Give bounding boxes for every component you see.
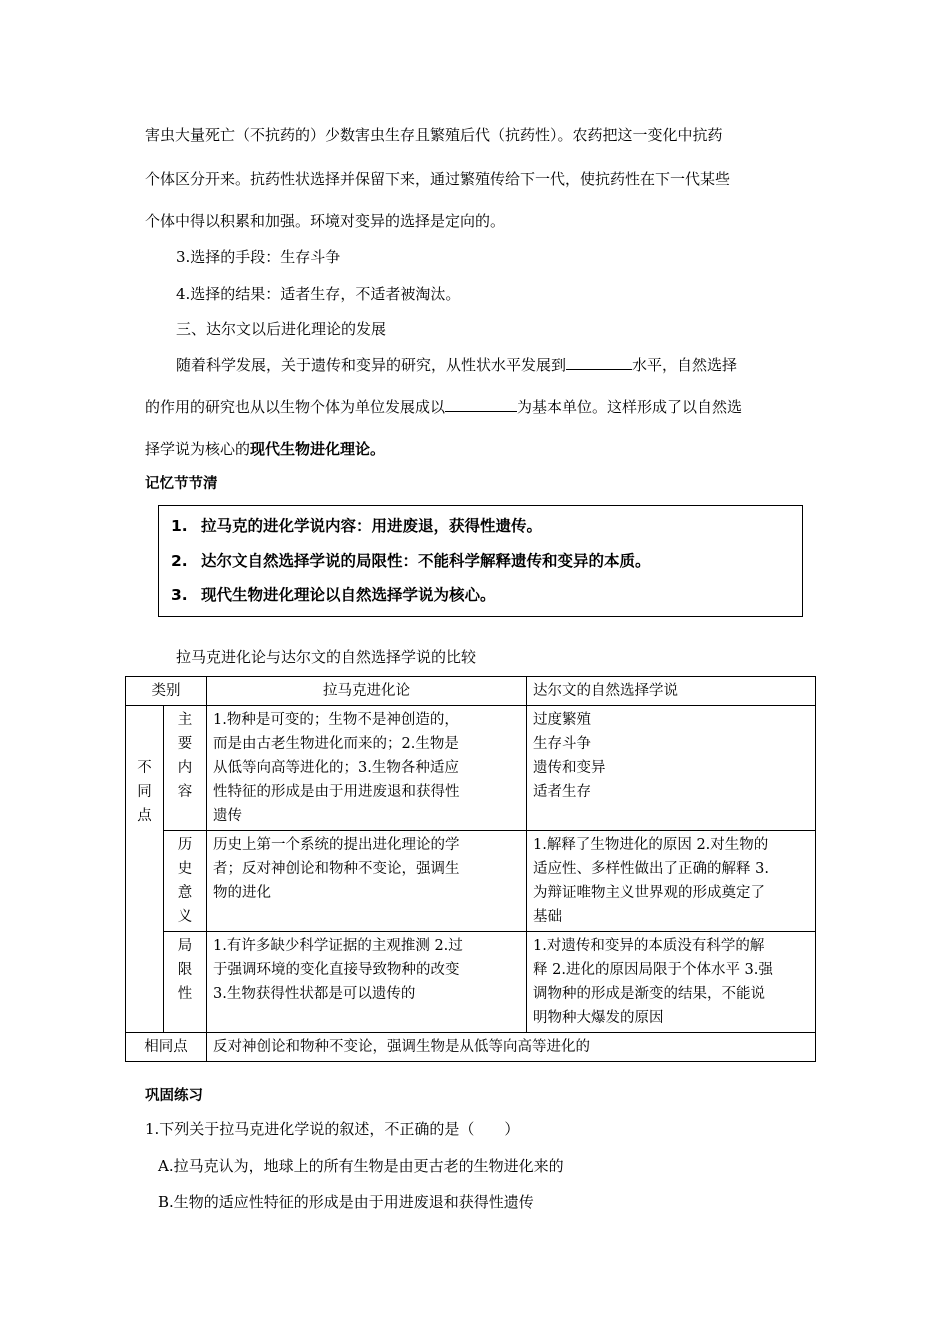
- label-char: 性: [177, 986, 193, 1002]
- comparison-table: [125, 676, 816, 1062]
- memory-item-text: 达尔文自然选择学说的局限性：不能科学解释遗传和变异的本质。: [201, 552, 651, 570]
- table-caption: 拉马克进化论与达尔文的自然选择学说的比较: [176, 648, 477, 666]
- fill-blank-2[interactable]: [445, 397, 517, 412]
- cell-line: 调物种的形成是渐变的结果，不能说: [533, 986, 765, 1002]
- lamarck-significance: [207, 831, 527, 932]
- darwin-limitation: [527, 932, 816, 1033]
- cell-line: 3.生物获得性状都是可以遗传的: [213, 986, 416, 1002]
- cell-line: 1.解释了生物进化的原因 2.对生物的: [533, 837, 769, 853]
- memory-item: [171, 549, 651, 571]
- intro-line-1: 害虫大量死亡（不抗药的）少数害虫生存且繁殖后代（抗药性）。农药把这一变化中抗药: [145, 126, 723, 144]
- memory-item-num: 1.: [171, 517, 188, 535]
- same-label: 相同点: [126, 1033, 207, 1062]
- diff-char: 点: [137, 808, 152, 824]
- label-char: 主: [177, 712, 193, 728]
- label-char: 义: [177, 909, 193, 925]
- darwin-content: [527, 706, 816, 831]
- para-text: 择学说为核心的: [145, 440, 251, 458]
- memory-item: [171, 583, 496, 605]
- label-char: 史: [177, 861, 193, 877]
- header-category: 类别: [126, 677, 207, 706]
- row-label-limitation: [164, 932, 207, 1033]
- table-row: [126, 831, 816, 932]
- cell-line: 从低等向高等进化的；3.生物各种适应: [213, 760, 459, 776]
- label-char: 限: [177, 962, 193, 978]
- table-header-row: [126, 677, 816, 706]
- darwin-significance: [527, 831, 816, 932]
- para-text: 为基本单位。这样形成了以自然选: [517, 398, 743, 416]
- row-label-significance: [164, 831, 207, 932]
- diff-label: [126, 706, 164, 1033]
- label-char: 容: [177, 784, 193, 800]
- diff-char: 不: [137, 760, 152, 776]
- header-darwin: 达尔文的自然选择学说: [527, 677, 816, 706]
- cell-line: 遗传: [213, 808, 242, 824]
- cell-line: 物的进化: [213, 885, 271, 901]
- table-row: [126, 706, 816, 831]
- section-3-heading: 三、达尔文以后进化理论的发展: [176, 320, 387, 338]
- cell-line: 1.对遗传和变异的本质没有科学的解: [533, 938, 765, 954]
- option-b[interactable]: B.生物的适应性特征的形成是由于用进废退和获得性遗传: [158, 1193, 534, 1211]
- section-3-para-line-2: [145, 396, 742, 417]
- label-char: 要: [177, 736, 193, 752]
- label-char: 意: [177, 885, 193, 901]
- cell-line: 适者生存: [533, 784, 591, 800]
- label-char: 局: [177, 938, 193, 954]
- table-row-same: [126, 1033, 816, 1062]
- lamarck-limitation: [207, 932, 527, 1033]
- memory-item: [171, 514, 542, 536]
- cell-line: 基础: [533, 909, 562, 925]
- para-text: 的作用的研究也从以生物个体为单位发展成以: [145, 398, 446, 416]
- intro-line-3: 个体中得以积累和加强。环境对变异的选择是定向的。: [145, 212, 506, 230]
- section-3-para-line-3: [145, 438, 385, 459]
- question-1: 1.下列关于拉马克进化学说的叙述，不正确的是（ ）: [145, 1120, 520, 1138]
- lamarck-content: [207, 706, 527, 831]
- cell-line: 释 2.进化的原因局限于个体水平 3.强: [533, 962, 773, 978]
- para-text: 随着科学发展，关于遗传和变异的研究，从性状水平发展到: [176, 356, 567, 374]
- cell-line: 于强调环境的变化直接导致物种的改变: [213, 962, 460, 978]
- practice-heading: 巩固练习: [145, 1088, 203, 1104]
- diff-char: 同: [137, 784, 152, 800]
- fill-blank-1[interactable]: [566, 355, 632, 370]
- cell-line: 生存斗争: [533, 736, 591, 752]
- section-3-para-line-1: [176, 354, 737, 375]
- cell-line: 遗传和变异: [533, 760, 606, 776]
- cell-line: 1.有许多缺少科学证据的主观推测 2.过: [213, 938, 463, 954]
- option-a[interactable]: A.拉马克认为，地球上的所有生物是由更古老的生物进化来的: [158, 1157, 564, 1175]
- para-text: 水平，自然选择: [632, 356, 738, 374]
- label-char: 内: [177, 760, 193, 776]
- label-char: 历: [177, 837, 193, 853]
- memory-item-text: 现代生物进化理论以自然选择学说为核心。: [201, 586, 496, 604]
- cell-line: 为辩证唯物主义世界观的形成奠定了: [533, 885, 765, 901]
- memory-box: [158, 505, 803, 617]
- cell-line: 性特征的形成是由于用进废退和获得性: [213, 784, 460, 800]
- para-bold-term: 现代生物进化理论。: [250, 440, 386, 458]
- cell-line: 过度繁殖: [533, 712, 591, 728]
- cell-line: 者；反对神创论和物种不变论，强调生: [213, 861, 460, 877]
- header-lamarck: 拉马克进化论: [207, 677, 527, 706]
- memory-heading: 记忆节节清: [145, 476, 218, 492]
- same-text: 反对神创论和物种不变论，强调生物是从低等向高等进化的: [207, 1033, 816, 1062]
- row-label-content: [164, 706, 207, 831]
- point-3: 3.选择的手段：生存斗争: [176, 248, 341, 266]
- intro-line-2: 个体区分开来。抗药性状选择并保留下来，通过繁殖传给下一代，使抗药性在下一代某些: [145, 170, 731, 188]
- cell-line: 适应性、多样性做出了正确的解释 3.: [533, 861, 769, 877]
- cell-line: 1.物种是可变的；生物不是神创造的，: [213, 712, 459, 728]
- memory-item-text: 拉马克的进化学说内容：用进废退，获得性遗传。: [201, 517, 543, 535]
- point-4: 4.选择的结果：适者生存，不适者被淘汰。: [176, 285, 461, 303]
- cell-line: 历史上第一个系统的提出进化理论的学: [213, 837, 460, 853]
- cell-line: 而是由古老生物进化而来的；2.生物是: [213, 736, 459, 752]
- memory-item-num: 2.: [171, 552, 188, 570]
- cell-line: 明物种大爆发的原因: [533, 1010, 664, 1026]
- table-row: [126, 932, 816, 1033]
- memory-item-num: 3.: [171, 586, 188, 604]
